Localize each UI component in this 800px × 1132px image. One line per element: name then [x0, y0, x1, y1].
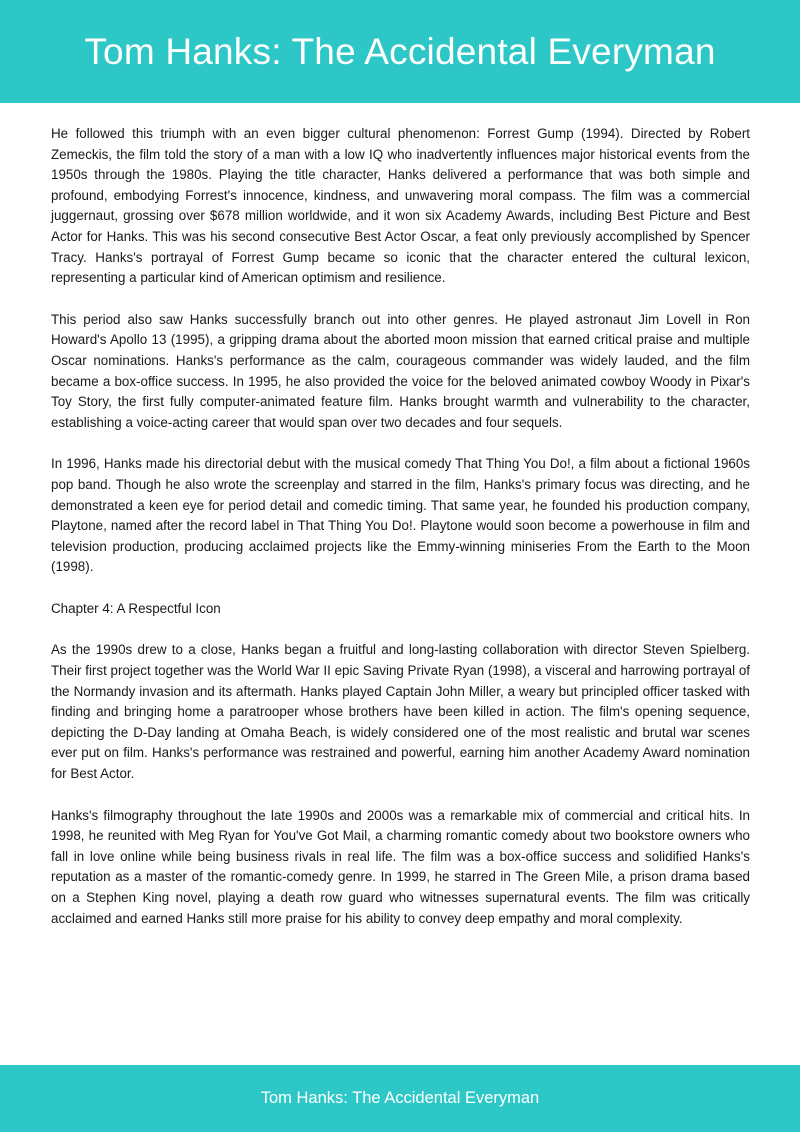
paragraph-spielberg: As the 1990s drew to a close, Hanks began a fruitful and long-lasting collaboration with director Steven Spielberg. Their first project together was the World War II epic Saving Private Ryan (1998), a visceral and harrowing portrayal of the Normandy invasion and its aftermath. Hanks played Captain John Miller, a weary but principled officer tasked with finding and bringing home a paratrooper whose brothers have been killed in action. The film's opening sequence, depicting the D-Day landing at Omaha Beach, is widely considered one of the most realistic and brutal war scenes ever put on film. Hanks's performance was restrained and powerful, earning him another Academy Award nomination for Best Actor. [51, 642, 750, 782]
page-title: Tom Hanks: The Accidental Everyman [84, 30, 716, 72]
paragraph-apollo-toy-story: This period also saw Hanks successfully branch out into other genres. He played astronaut Jim Lovell in Ron Howard's Apollo 13 (1995), a gripping drama about the aborted moon mission that earned critical praise and multiple Oscar nominations. Hanks's performance as the calm, courageous commander was widely lauded, and the film became a box-office success. In 1995, he also provided the voice for the beloved animated cowboy Woody in Pixar's Toy Story, the first fully computer-animated feature film. Hanks brought warmth and vulnerability to the character, establishing a voice-acting career that would span over two decades and four sequels. [51, 311, 750, 430]
footer-title: Tom Hanks: The Accidental Everyman [260, 1089, 540, 1107]
page-header [0, 0, 800, 103]
page-footer [0, 1065, 800, 1132]
paragraph-forrest-gump: He followed this triumph with an even bigger cultural phenomenon: Forrest Gump (1994). Directed by Robert Zemeckis, the film told the story of a man with a low IQ who inadvertently influences major historical events from the 1950s through the 1980s. Playing the title character, Hanks delivered a performance that was both simple and profound, embodying Forrest's innocence, kindness, and unwavering moral compass. The film was a commercial juggernaut, grossing over $678 million worldwide, and it won six Academy Awards, including Best Picture and Best Actor for Hanks. This was his second consecutive Best Actor Oscar, a feat only previously accomplished by Spencer Tracy. Hanks's portrayal of Forrest Gump became so iconic that the character entered the cultural lexicon, representing a particular kind of American optimism and resilience. [51, 126, 750, 286]
paragraph-filmography: Hanks's filmography throughout the late 1990s and 2000s was a remarkable mix of commercial and critical hits. In 1998, he reunited with Meg Ryan for You've Got Mail, a charming romantic comedy about two bookstore owners who fall in love online while being business rivals in real life. The film was a box-office success and solidified Hanks's reputation as a master of the romantic-comedy genre. In 1999, he starred in The Green Mile, a prison drama based on a Stephen King novel, playing a death row guard who witnesses supernatural events. The film was critically acclaimed and earned Hanks still more praise for his ability to convey deep empathy and moral complexity. [51, 807, 750, 926]
chapter-heading: Chapter 4: A Respectful Icon [51, 600, 221, 616]
paragraph-directorial-debut: In 1996, Hanks made his directorial debut with the musical comedy That Thing You Do!, a film about a fictional 1960s pop band. Though he also wrote the screenplay and starred in the film, Hanks's primary focus was directing, and he demonstrated a keen eye for period detail and comedic timing. That same year, he founded his production company, Playtone, named after the record label in That Thing You Do!. Playtone would soon become a powerhouse in film and television production, producing acclaimed projects like the Emmy-winning miniseries From the Earth to the Moon (1998). [51, 456, 750, 575]
document-body [51, 124, 750, 950]
